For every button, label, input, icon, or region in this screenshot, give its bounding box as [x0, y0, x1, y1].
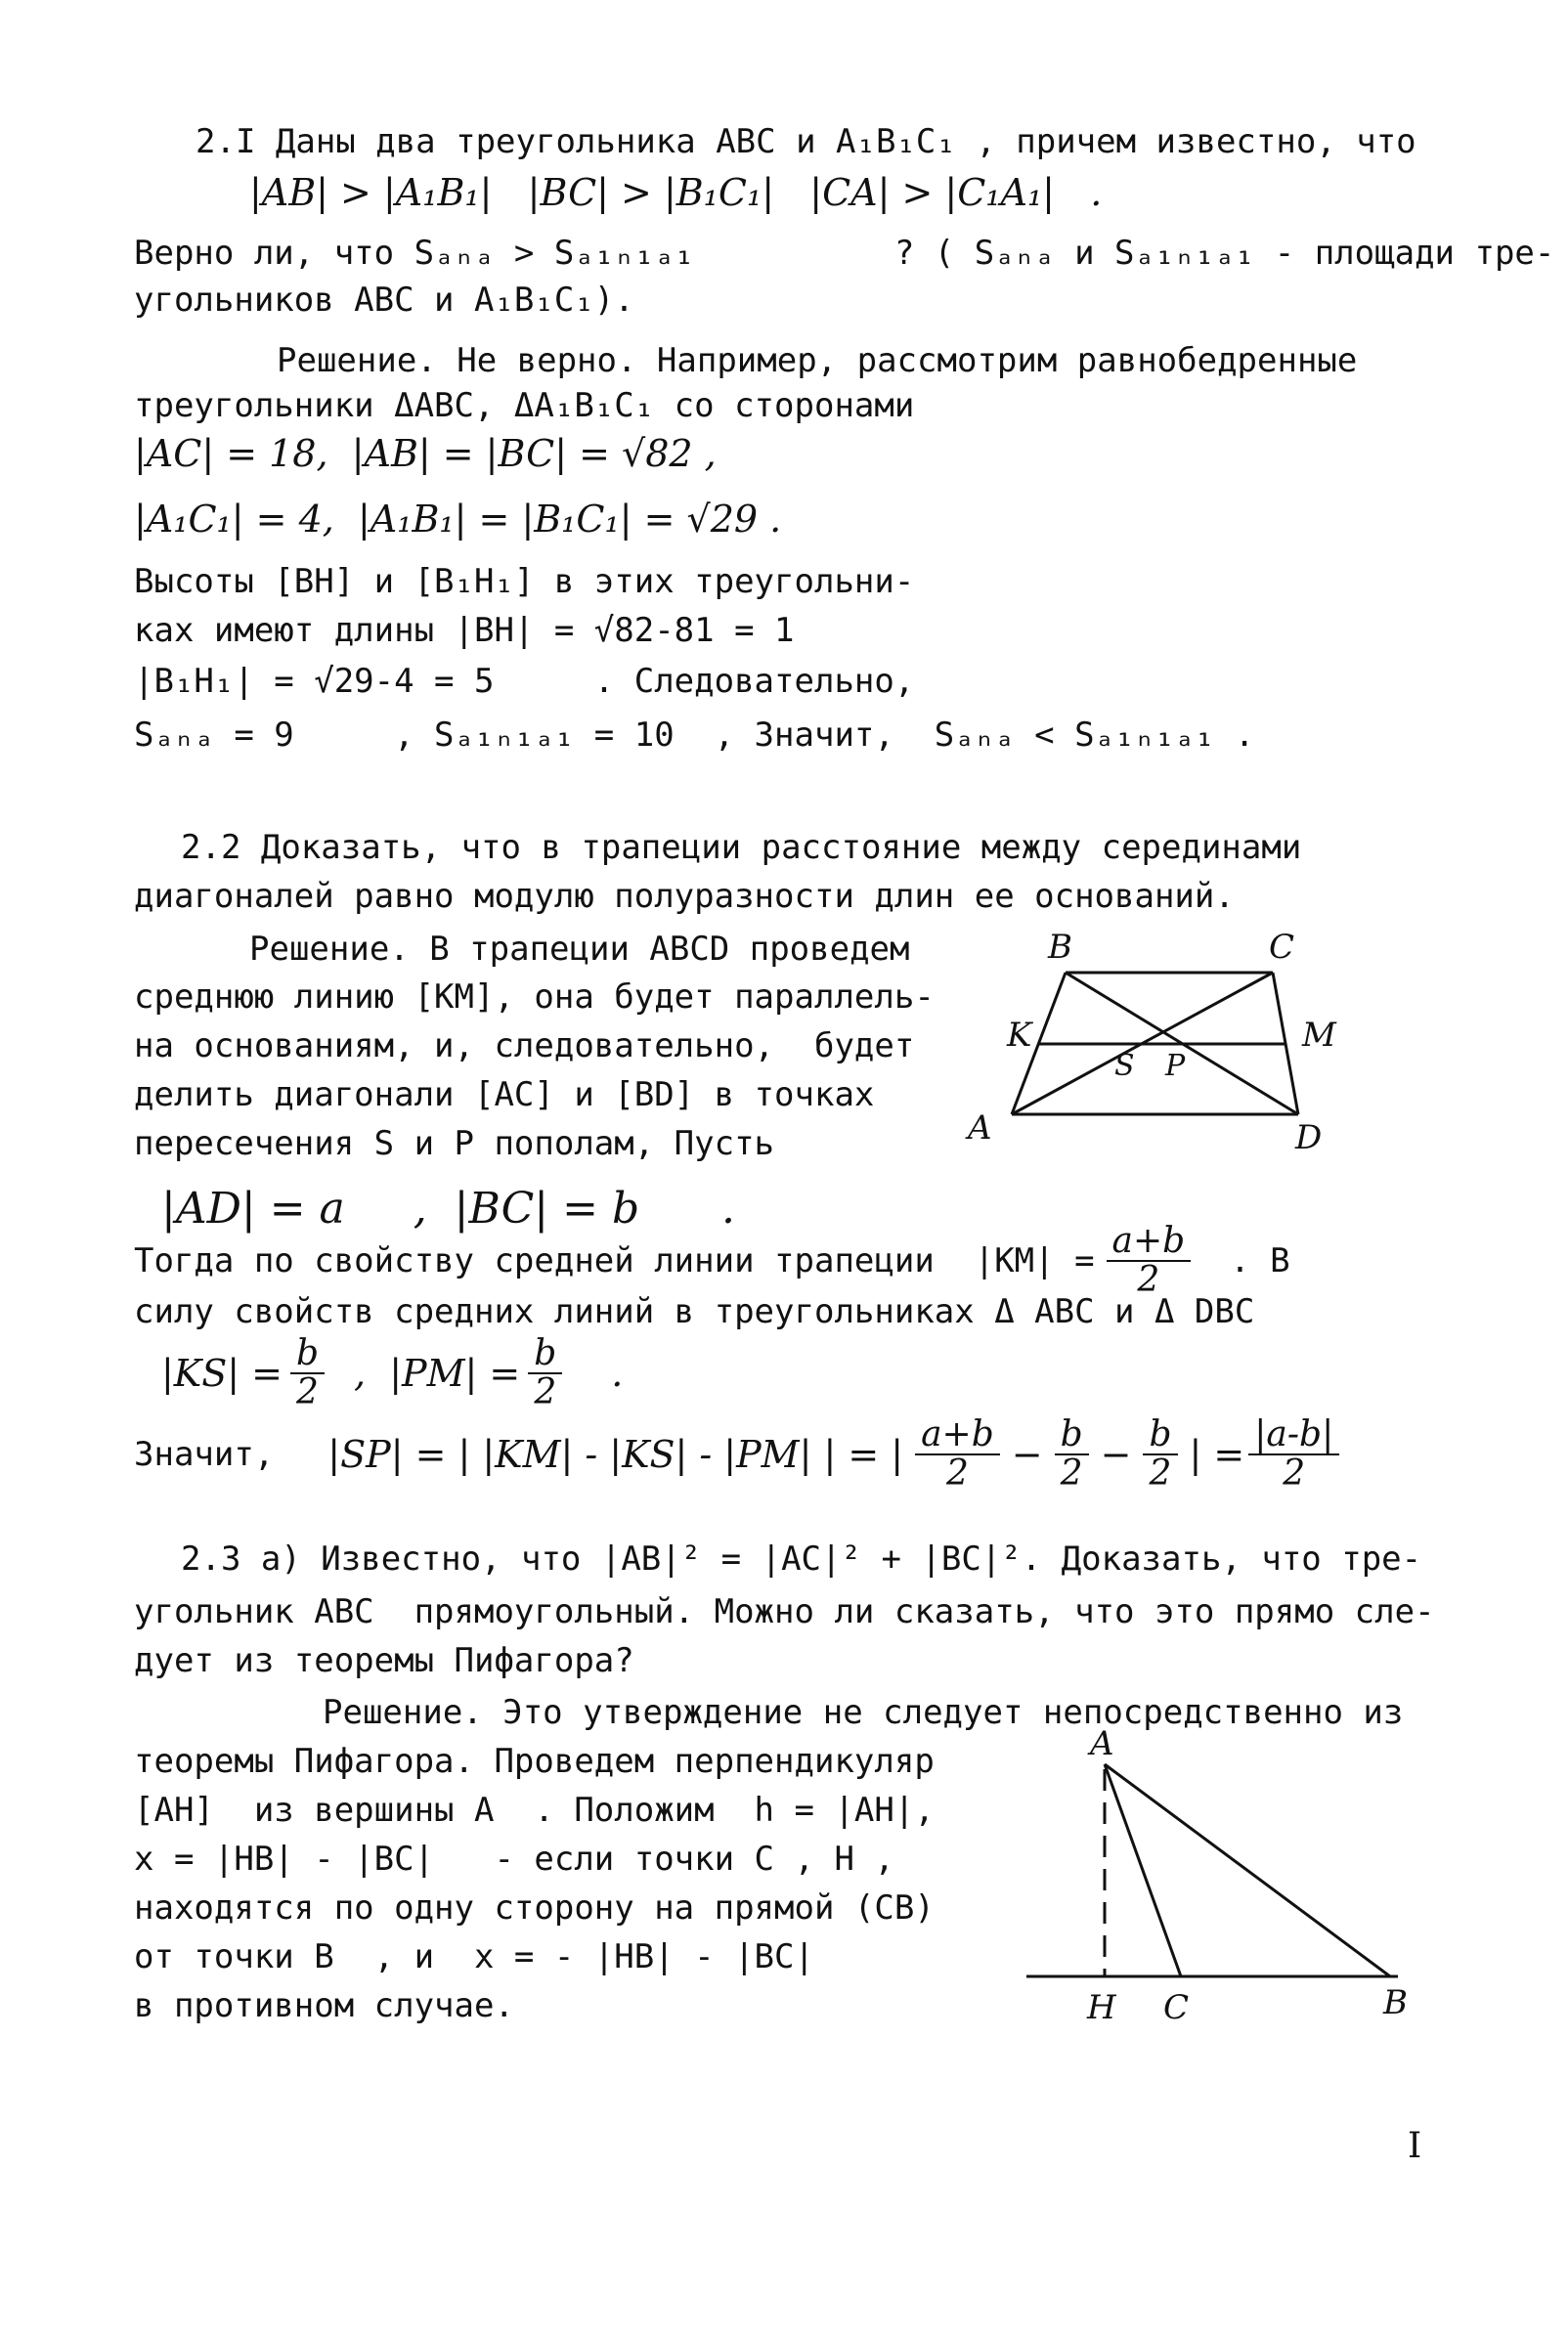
p22-fraction-4: [1248, 1413, 1339, 1494]
p22-pm-label: , |PM| =: [354, 1352, 521, 1395]
side-ac: [1105, 1764, 1181, 1976]
frac-num: |a-b|: [1248, 1416, 1339, 1455]
p21-heights-line1: Высоты [BH] и [B₁H₁] в этих треугольни-: [134, 562, 915, 601]
frac-den: 2: [1060, 1453, 1083, 1494]
frac-den: 2: [945, 1453, 969, 1494]
p22-fraction-2: [1055, 1413, 1089, 1494]
label-c: C: [1269, 929, 1295, 967]
p22-conclusion-word: Значит,: [134, 1434, 275, 1474]
label-d: D: [1295, 1118, 1323, 1153]
p21-eq-sides1: |AC| = 18, |AB| = |BC| = √82 ,: [134, 432, 717, 475]
p22-statement-line1: 2.2 Доказать, что в трапеции расстояние между серединами: [181, 828, 1302, 867]
p21-inequalities: |AB| > |A₁B₁| |BC| > |B₁C₁| |CA| > |C₁A₁| .: [249, 171, 1103, 214]
label-b: B: [1048, 929, 1072, 967]
p22-km-after: . В: [1230, 1241, 1290, 1280]
p22-km-text: Тогда по свойству средней линии трапеции |KM| =: [134, 1241, 1095, 1280]
p22-abs-equals: | =: [1189, 1432, 1245, 1476]
p22-solution-line3: на основаниям, и, следовательно, будет: [134, 1026, 915, 1065]
p21-solution-line2: треугольники ΔABC, ΔA₁B₁C₁ со сторонами: [134, 386, 915, 425]
frac-den: 2: [1149, 1453, 1172, 1494]
p21-statement-line3: Верно ли, что Sₐₙₐ > Sₐ₁ₙ₁ₐ₁ ? ( Sₐₙₐ и Sₐ₁ₙ₁ₐ₁ - площади тре-: [134, 234, 1555, 273]
p22-ks-label: |KS| =: [161, 1352, 283, 1395]
p21-solution-line1: Решение. Не верно. Например, рассмотрим равнобедренные: [277, 341, 1358, 380]
frac-den: 2: [1137, 1260, 1160, 1300]
label-s: S: [1114, 1049, 1135, 1083]
p21-eq-sides2: |A₁C₁| = 4, |A₁B₁| = |B₁C₁| = √29 .: [134, 498, 782, 541]
frac-num: b: [1143, 1416, 1177, 1455]
p23-statement-line3: дует из теоремы Пифагора?: [134, 1641, 634, 1680]
p22-conclusion-line: [134, 1412, 1343, 1496]
p21-statement-line1: 2.I Даны два треугольника ABC и A₁B₁C₁ , причем известно, что: [196, 122, 1416, 161]
label-p: P: [1165, 1049, 1186, 1083]
p21-areas-line: Sₐₙₐ = 9 , Sₐ₁ₙ₁ₐ₁ = 10 , Значит, Sₐₙₐ < Sₐ₁ₙ₁ₐ₁ .: [134, 716, 1255, 755]
p22-km-line: [134, 1221, 1290, 1300]
page-number: I: [1408, 2126, 1422, 2166]
minus-sign: −: [1011, 1432, 1043, 1476]
label-h: H: [1087, 1988, 1116, 2027]
p23-statement-line1: 2.3 а) Известно, что |AB|² = |AC|² + |BC|². Доказать, что тре-: [181, 1540, 1422, 1579]
p22-solution-line6: силу свойств средних линий в треугольниках Δ ABC и Δ DBC: [134, 1292, 1255, 1331]
frac-num: b: [290, 1335, 325, 1374]
p23-solution-line6: от точки B , и x = - |HB| - |BC|: [134, 1937, 814, 1976]
label-b: B: [1383, 1983, 1408, 2022]
p22-ks-fraction: [290, 1335, 325, 1411]
side-ab: [1105, 1764, 1390, 1976]
frac-num: b: [528, 1335, 562, 1374]
label-k: K: [1007, 1016, 1032, 1055]
p21-statement-line4: угольников ABC и A₁B₁C₁).: [134, 281, 634, 320]
right-triangle-figure: [1007, 1720, 1457, 2033]
p22-solution-line1: Решение. В трапеции ABCD проведем: [249, 930, 910, 969]
p23-solution-line1: Решение. Это утверждение не следует непосредственно из: [323, 1693, 1404, 1732]
label-a: A: [968, 1108, 992, 1148]
frac-num: a+b: [915, 1416, 1000, 1455]
minus-sign: −: [1100, 1432, 1132, 1476]
p23-solution-line7: в противном случае.: [134, 1986, 514, 2025]
p22-statement-line2: диагоналей равно модулю полуразности длин ее оснований.: [134, 877, 1235, 916]
p22-conclusion-eq: |SP| = | |KM| - |KS| - |PM| | = |: [327, 1432, 904, 1476]
label-c: C: [1163, 1988, 1190, 2027]
frac-den: 2: [1283, 1453, 1306, 1494]
p23-solution-line5: находятся по одну сторону на прямой (CB): [134, 1888, 935, 1928]
p23-solution-line4: x = |HB| - |BC| - если точки C , H ,: [134, 1840, 894, 1879]
p22-fraction-3: [1143, 1413, 1177, 1494]
p22-dot: .: [611, 1352, 624, 1395]
p22-solution-line5: пересечения S и P пополам, Пусть: [134, 1124, 775, 1163]
p22-solution-line2: среднюю линию [KM], она будет параллель-: [134, 977, 935, 1017]
frac-num: a+b: [1107, 1223, 1192, 1262]
frac-num: b: [1055, 1416, 1089, 1455]
p22-eq-bases: |AD| = a , |BC| = b .: [161, 1184, 736, 1234]
p22-solution-line4: делить диагонали [AC] и [BD] в точках: [134, 1075, 875, 1114]
p22-pm-fraction: [528, 1335, 562, 1411]
p23-statement-line2: угольник ABC прямоугольный. Можно ли сказать, что это прямо сле-: [134, 1592, 1435, 1631]
p22-km-fraction: [1107, 1223, 1192, 1299]
p21-heights-line3: |B₁H₁| = √29-4 = 5 . Следовательно,: [134, 662, 915, 701]
frac-den: 2: [534, 1372, 557, 1412]
label-a: A: [1090, 1724, 1114, 1763]
p22-fraction-1: [915, 1413, 1000, 1494]
p22-ks-pm-line: [161, 1334, 623, 1412]
frac-den: 2: [296, 1372, 319, 1412]
label-m: M: [1302, 1016, 1336, 1055]
p23-solution-line2: теоремы Пифагора. Проведем перпендикуляр: [134, 1742, 935, 1781]
p23-solution-line3: [AH] из вершины A . Положим h = |AH|,: [134, 1791, 935, 1830]
p21-heights-line2: ках имеют длины |BH| = √82-81 = 1: [134, 611, 795, 650]
trapezoid-figure: [938, 929, 1349, 1153]
